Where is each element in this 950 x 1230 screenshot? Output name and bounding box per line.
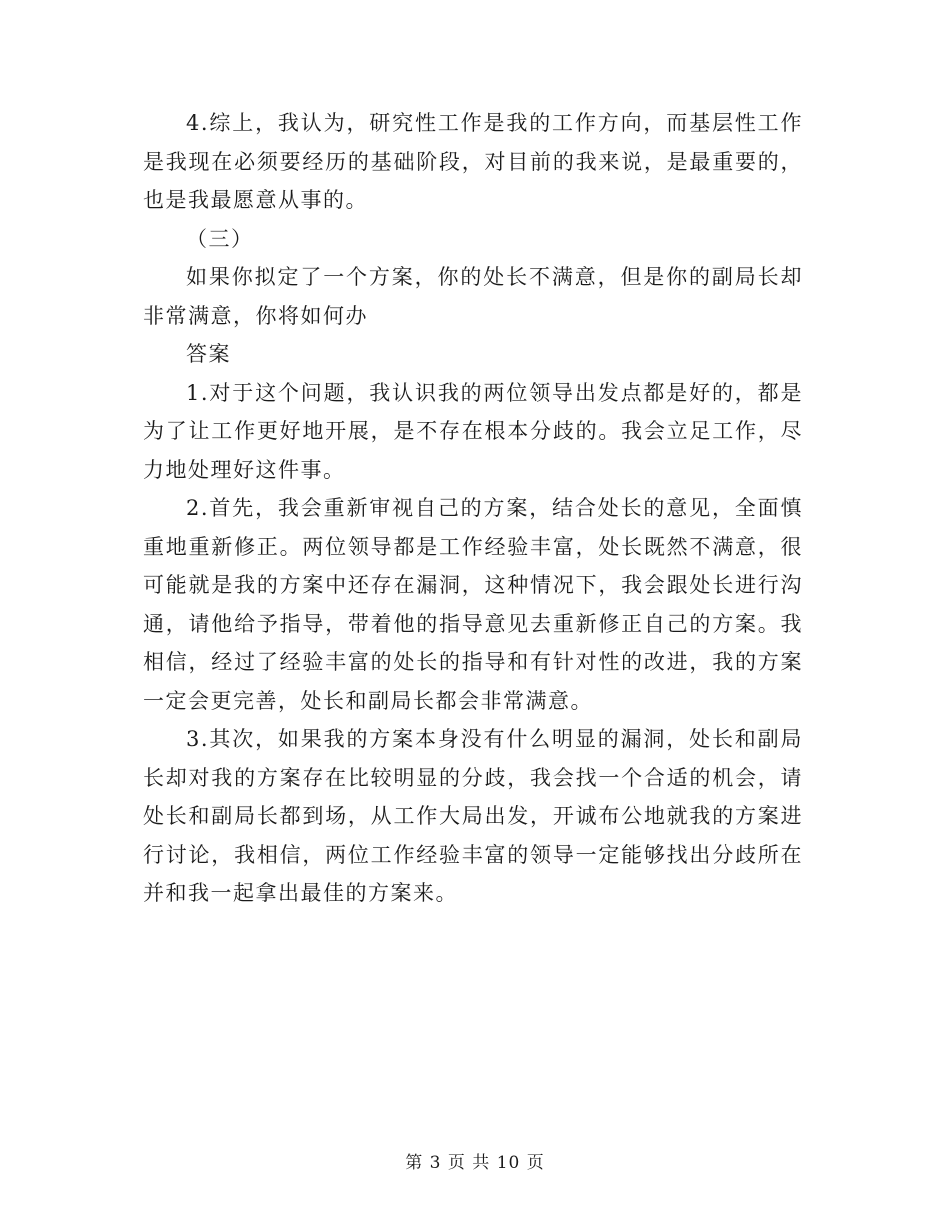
- answer-point-1: 1.对于这个问题，我认识我的两位领导出发点都是好的，都是为了让工作更好地开展，是不存在根本分歧的。我会立足工作，尽力地处理好这件事。: [143, 380, 803, 482]
- answer-point-3: 3.其次，如果我的方案本身没有什么明显的漏洞，处长和副局长却对我的方案存在比较明显的分歧，我会找一个合适的机会，请处长和副局长都到场，从工作大局出发，开诚布公地就我的方案进行讨论，我相信，两位工作经验丰富的领导一定能够找出分歧所在并和我一起拿出最佳的方案来。: [143, 727, 803, 905]
- page-number-label: 第 3 页 共 10 页: [405, 1153, 545, 1173]
- page-footer: [0, 1148, 950, 1173]
- answer-point-2: 2.首先，我会重新审视自己的方案，结合处长的意见，全面慎重地重新修正。两位领导都是工作经验丰富，处长既然不满意，很可能就是我的方案中还存在漏洞，这种情况下，我会跟处长进行沟通，请他给予指导，带着他的指导意见去重新修正自己的方案。我相信，经过了经验丰富的处长的指导和有针对性的改进，我的方案一定会更完善，处长和副局长都会非常满意。: [143, 496, 803, 713]
- section-heading-three: （三）: [186, 226, 254, 251]
- answer-heading: 答案: [186, 342, 231, 366]
- paragraph-summary: 4.综上，我认为，研究性工作是我的工作方向，而基层性工作是我现在必须要经历的基础阶段，对目前的我来说，是最重要的，也是我最愿意从事的。: [143, 111, 803, 212]
- document-body: [143, 104, 803, 913]
- question-text: 如果你拟定了一个方案，你的处长不满意，但是你的副局长却非常满意，你将如何办: [143, 265, 803, 328]
